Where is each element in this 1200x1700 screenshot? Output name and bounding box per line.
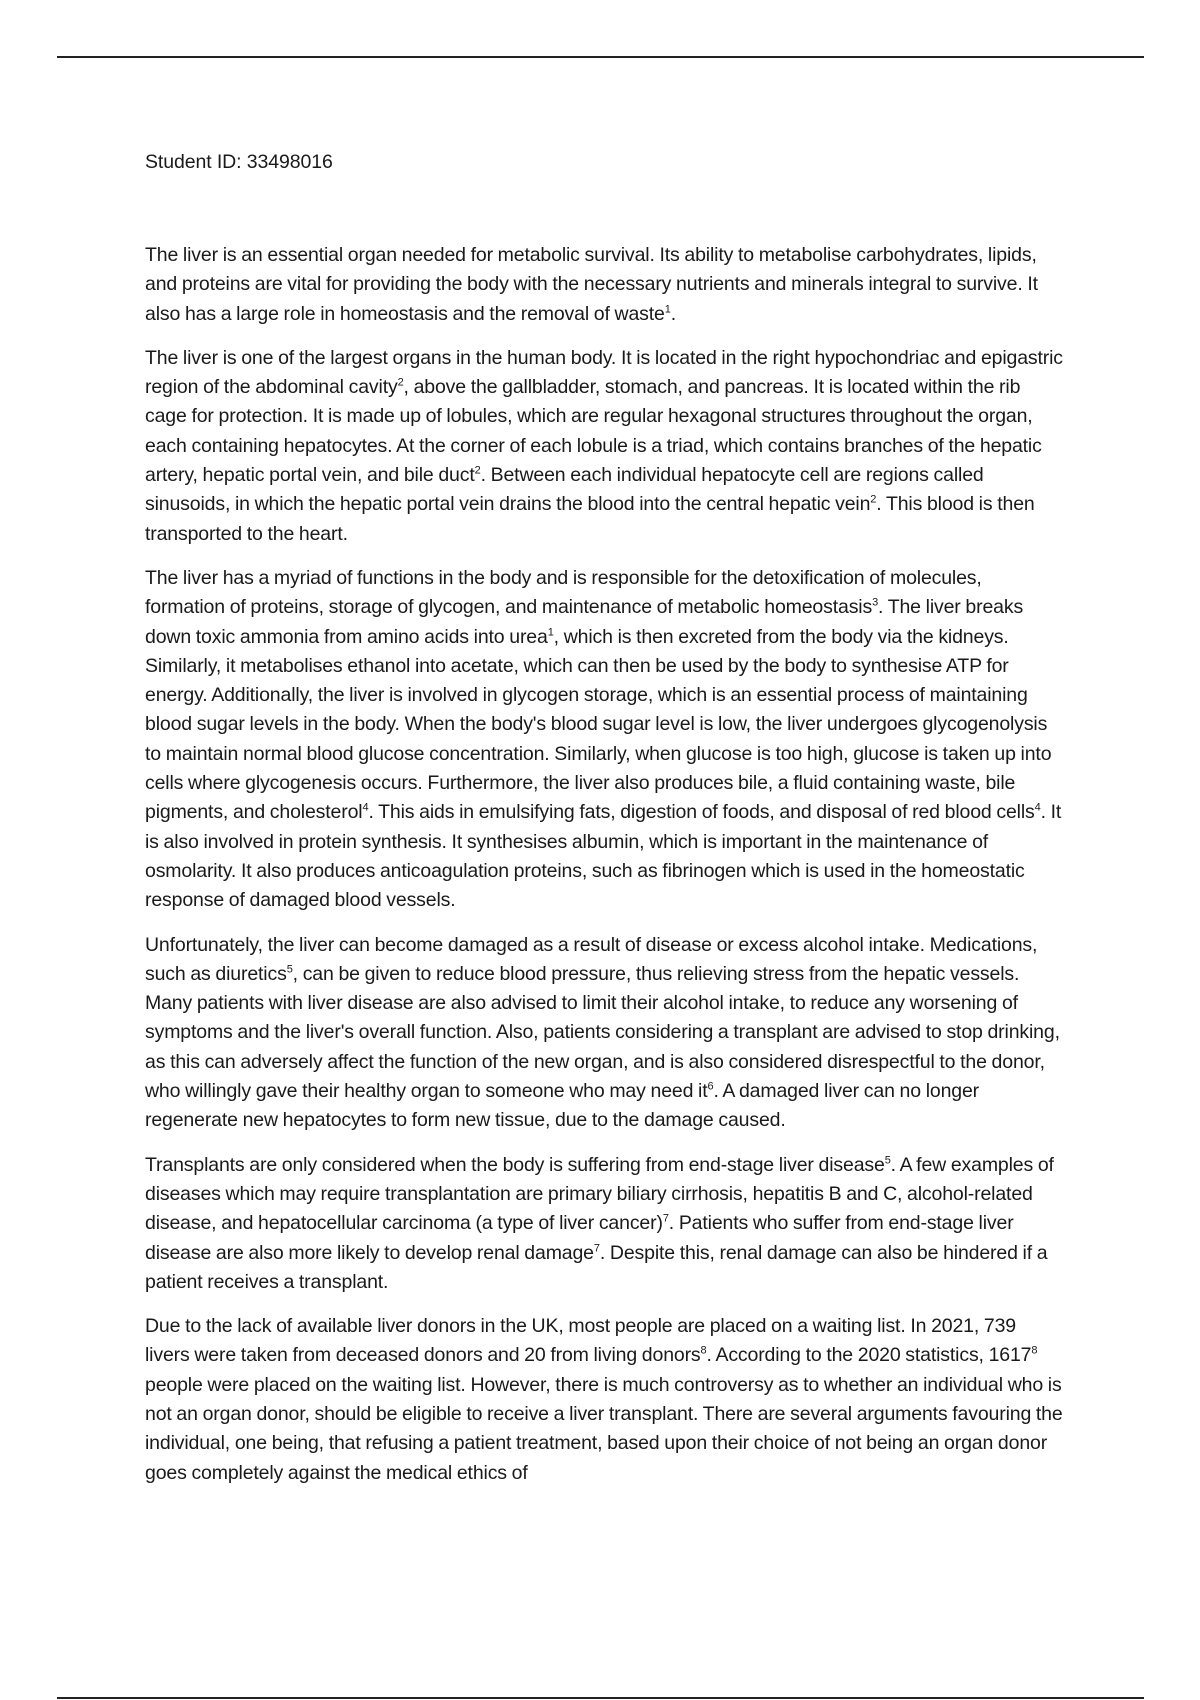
footnote-ref: 1 xyxy=(547,626,554,639)
footnote-ref: 8 xyxy=(700,1344,707,1357)
footnote-ref: 4 xyxy=(1034,801,1041,814)
paragraph-functions: The liver has a myriad of functions in the body and is responsible for the detoxification of molecules, formation of proteins, storage of glycogen, and maintenance of metabolic homeostasis$^3$. The liver breaks down toxic ammonia from amino acids into urea$^1$, which is then excreted from the body via the kidneys. Similarly, it metabolises ethanol into acetate, which can then be used by the body to synthesise ATP for energy. Additionally, the liver is involved in glycogen storage, which is an essential process of maintaining blood sugar levels in the body. When the body's blood sugar level is low, the liver undergoes glycogenolysis to maintain normal blood glucose concentration. Similarly, when glucose is too high, glucose is taken up into cells where glycogenesis occurs. Furthermore, the liver also produces bile, a fluid containing waste, bile pigments, and cholesterol$^4$. This aids in emulsifying fats, digestion of foods, and disposal of red blood cells$^4$. It is also involved in protein synthesis. It synthesises albumin, which is important in the maintenance of osmolarity. It also produces anticoagulation proteins, such as fibrinogen which is used in the homeostatic response of damaged blood vessels. xyxy=(145,566,1062,912)
document-body xyxy=(145,241,1065,1488)
footer-rule xyxy=(57,1697,1144,1699)
header-rule xyxy=(57,56,1144,58)
footnote-ref: 7 xyxy=(593,1242,600,1254)
footnote-ref: 7 xyxy=(662,1212,669,1225)
footnote-ref: 4 xyxy=(362,801,369,814)
student-id: Student ID: 33498016 xyxy=(145,151,333,173)
paragraph-transplants: Transplants are only considered when the body is suffering from end-stage liver disease$^5$. A few examples of diseases which may require transplantation are primary biliary cirrhosis, hepatitis B and C, alcohol-related disease, and hepatocellular carcinoma (a type of liver cancer)$^7$. Patients who suffer from end-stage liver disease are also more likely to develop renal damage$^7$. Despite this, renal damage can also be hindered if a patient receives a transplant. xyxy=(145,1153,1054,1293)
footnote-ref: 3 xyxy=(872,596,879,609)
footnote-ref: 2 xyxy=(474,464,481,477)
paragraph-intro: The liver is an essential organ needed for metabolic survival. Its ability to metabolise carbohydrates, lipids, and proteins are vital for providing the body with the necessary nutrients and minerals integral to survive. It also has a large role in homeostasis and the removal of waste$^1$. xyxy=(145,244,1038,325)
footnote-ref: 2 xyxy=(397,376,404,389)
paragraph-donors: Due to the lack of available liver donors in the UK, most people are placed on a waiting list. In 2021, 739 livers were taken from deceased donors and 20 from living donors$^8$. According to the 2020 statistics, 1617$^8$ people were placed on the waiting list. However, there is much controversy as to whether an individual who is not an organ donor, should be eligible to receive a liver transplant. There are several arguments favouring the individual, one being, that refusing a patient treatment, based upon their choice of not being an organ donor goes completely against the medical ethics of xyxy=(145,1315,1063,1484)
footnote-ref: 5 xyxy=(884,1154,891,1167)
footnote-ref: 8 xyxy=(1031,1344,1038,1357)
document-page xyxy=(145,140,1065,1503)
paragraph-anatomy: The liver is one of the largest organs in the human body. It is located in the right hypochondriac and epigastric region of the abdominal cavity$^2$, above the gallbladder, stomach, and pancreas. It is located within the rib cage for protection. It is made up of lobules, which are regular hexagonal structures throughout the organ, each containing hepatocytes. At the corner of each lobule is a triad, which contains branches of the hepatic artery, hepatic portal vein, and bile duct$^2$. Between each individual hepatocyte cell are regions called sinusoids, in which the hepatic portal vein drains the blood into the central hepatic vein$^2$. This blood is then transported to the heart. xyxy=(145,346,1063,545)
footnote-ref: 5 xyxy=(286,963,293,976)
paragraph-damage: Unfortunately, the liver can become damaged as a result of disease or excess alcohol intake. Medications, such as diuretics$^5$, can be given to reduce blood pressure, thus relieving stress from the hepatic vessels. Many patients with liver disease are also advised to limit their alcohol intake, to reduce any worsening of symptoms and the liver's overall function. Also, patients considering a transplant are advised to stop drinking, as this can adversely affect the function of the new organ, and is also considered disrespectful to the donor, who willingly gave their healthy organ to someone who may need $it^6$. A damaged liver can no longer regenerate new hepatocytes to form new tissue, due to the damage caused. xyxy=(145,933,1060,1132)
footnote-ref: 1 xyxy=(664,303,671,316)
footnote-ref: 2 xyxy=(870,493,877,506)
footnote-ref: 6 xyxy=(707,1080,714,1093)
